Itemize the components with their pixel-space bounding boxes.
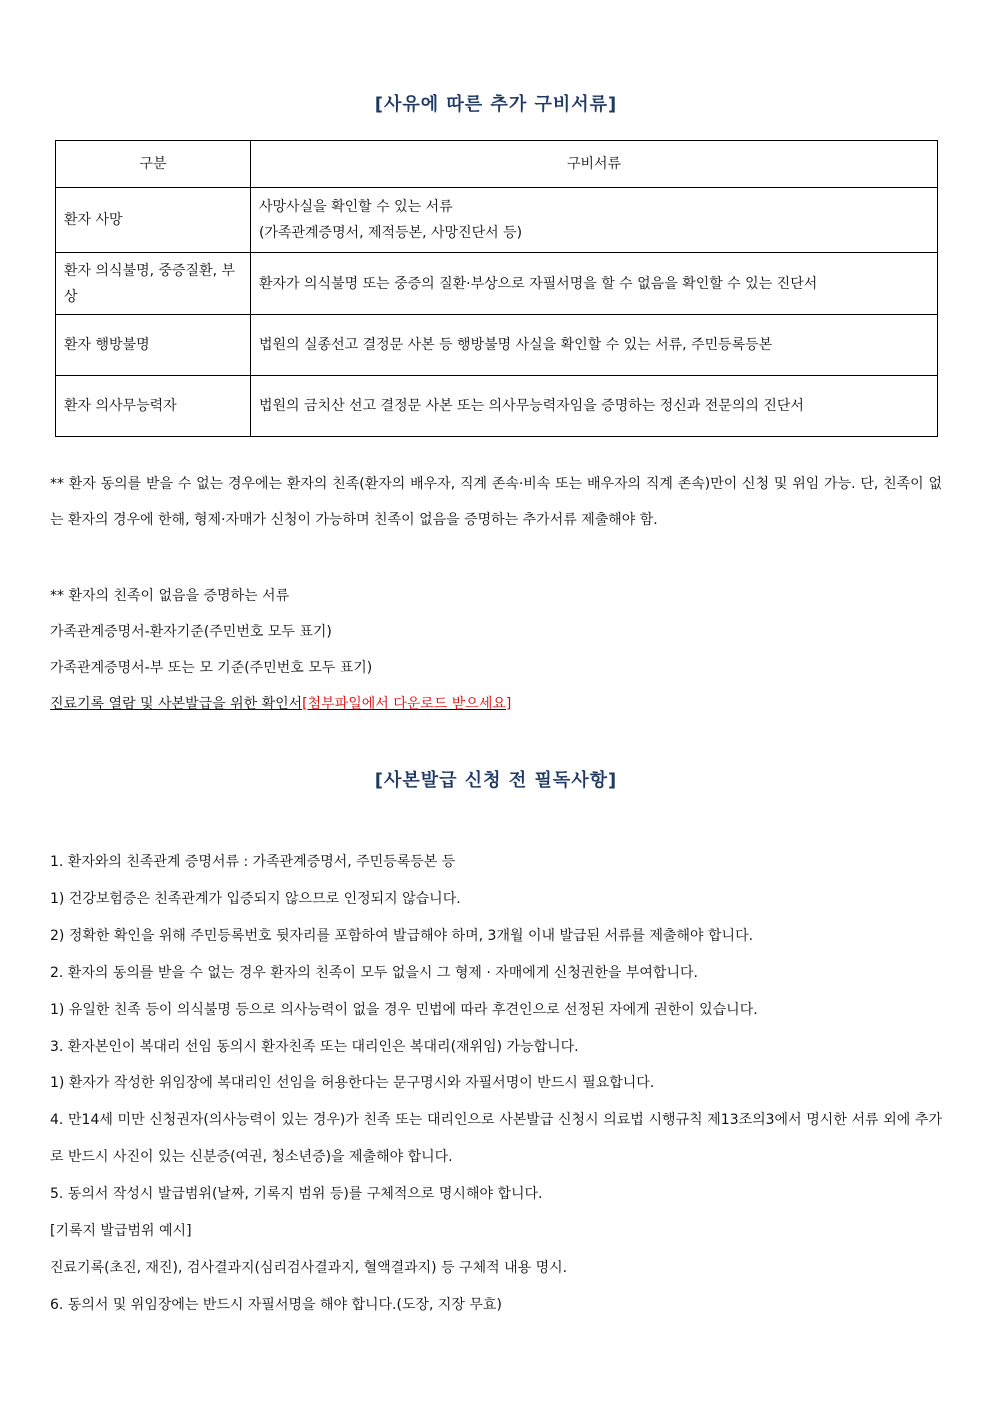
row-category: 환자 의식불명, 중증질환, 부상 bbox=[56, 253, 251, 315]
confirmation-form-text: 진료기록 열람 및 사본발급을 위한 확인서 bbox=[50, 696, 303, 712]
row-docs-line: 사망사실을 확인할 수 있는 서류 bbox=[259, 199, 453, 215]
relatives-note: ** 환자 동의를 받을 수 없는 경우에는 환자의 친족(환자의 배우자, 직계 존속·비속 또는 배우자의 직계 존속)만이 신청 및 위임 가능. 단, 친족이 없는 환자의 경우에 한해, 형제·자매가 신청이 가능하며 친족이 없음을 증명하는 추가서류 제출해야 함. bbox=[50, 476, 942, 528]
row-docs-line: (가족관계증명서, 제적등본, 사망진단서 등) bbox=[259, 225, 523, 241]
list-item: 진료기록(초진, 재진), 검사결과지(심리검사결과지, 혈액결과지) 등 구체적 내용 명시. bbox=[50, 1259, 568, 1276]
download-note: [첨부파일에서 다운로드 받으세요] bbox=[302, 696, 512, 712]
table-header-docs: 구비서류 bbox=[251, 141, 938, 188]
table-row bbox=[56, 188, 938, 253]
required-docs-table bbox=[55, 140, 938, 437]
list-item: 6. 동의서 및 위임장에는 반드시 자필서명을 해야 합니다.(도장, 지장 무효) bbox=[50, 1296, 502, 1313]
section-title-must-read: [사본발급 신청 전 필독사항] bbox=[374, 770, 618, 791]
table-row bbox=[56, 376, 938, 437]
row-docs bbox=[251, 188, 938, 253]
confirmation-form-link[interactable] bbox=[50, 686, 942, 722]
proof-item: 가족관계증명서-부 또는 모 기준(주민번호 모두 표기) bbox=[50, 660, 373, 676]
list-item: 5. 동의서 작성시 발급범위(날짜, 기록지 범위 등)를 구체적으로 명시해야 합니다. bbox=[50, 1186, 543, 1203]
row-category: 환자 행방불명 bbox=[56, 315, 251, 376]
list-item: [기록지 발급범위 예시] bbox=[50, 1223, 192, 1240]
proof-item: 가족관계증명서-환자기준(주민번호 모두 표기) bbox=[50, 624, 332, 640]
list-item: 2. 환자의 동의를 받을 수 없는 경우 환자의 친족이 모두 없을시 그 형제 · 자매에게 신청권한을 부여합니다. bbox=[50, 964, 698, 981]
table-row bbox=[56, 315, 938, 376]
row-docs: 환자가 의식불명 또는 중증의 질환·부상으로 자필서명을 할 수 없음을 확인할 수 있는 진단서 bbox=[251, 253, 938, 315]
list-item: 4. 만14세 미만 신청권자(의사능력이 있는 경우)가 친족 또는 대리인으로 사본발급 신청시 의료법 시행규칙 제13조의3에서 명시한 서류 외에 추가로 반드시 사진이 있는 신분증(여권, 청소년증)을 제출해야 합니다. bbox=[50, 1112, 942, 1166]
row-docs: 법원의 실종선고 결정문 사본 등 행방불명 사실을 확인할 수 있는 서류, 주민등록등본 bbox=[251, 315, 938, 376]
row-category: 환자 의사무능력자 bbox=[56, 376, 251, 437]
must-read-list bbox=[50, 844, 942, 1324]
table-row bbox=[56, 253, 938, 315]
list-item: 1) 유일한 친족 등이 의식불명 등으로 의사능력이 없을 경우 민법에 따라 후견인으로 선정된 자에게 권한이 있습니다. bbox=[50, 1001, 758, 1018]
proof-title: ** 환자의 친족이 없음을 증명하는 서류 bbox=[50, 588, 290, 604]
row-docs: 법원의 금치산 선고 결정문 사본 또는 의사무능력자임을 증명하는 정신과 전문의의 진단서 bbox=[251, 376, 938, 437]
list-item: 1) 환자가 작성한 위임장에 복대리인 선임을 허용한다는 문구명시와 자필서명이 반드시 필요합니다. bbox=[50, 1075, 655, 1092]
section-title-additional-docs: [사유에 따른 추가 구비서류] bbox=[374, 94, 618, 115]
row-category: 환자 사망 bbox=[56, 188, 251, 253]
proof-docs-list bbox=[50, 578, 942, 722]
list-item: 1. 환자와의 친족관계 증명서류 : 가족관계증명서, 주민등록등본 등 bbox=[50, 854, 456, 870]
list-item: 3. 환자본인이 복대리 선임 동의시 환자친족 또는 대리인은 복대리(재위임) 가능합니다. bbox=[50, 1038, 579, 1055]
list-item: 2) 정확한 확인을 위해 주민등록번호 뒷자리를 포함하여 발급해야 하며, 3개월 이내 발급된 서류를 제출해야 합니다. bbox=[50, 927, 754, 944]
table-header-row bbox=[56, 141, 938, 188]
list-item: 1) 건강보험증은 친족관계가 입증되지 않으므로 인정되지 않습니다. bbox=[50, 890, 461, 907]
table-header-category: 구분 bbox=[56, 141, 251, 188]
